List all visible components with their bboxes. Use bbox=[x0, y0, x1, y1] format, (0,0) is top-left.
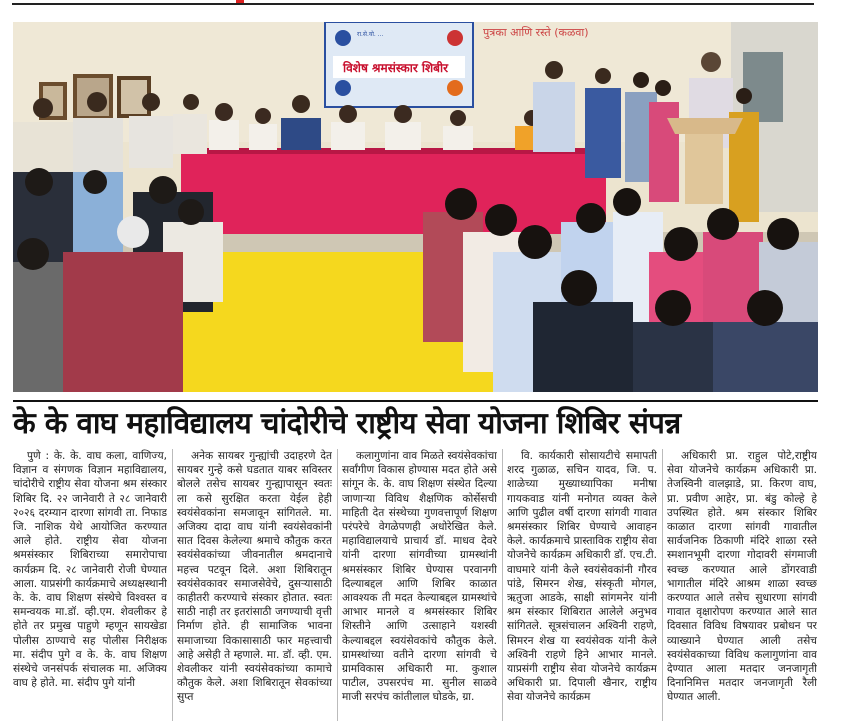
headline: के के वाघ महाविद्यालय चांदोरीचे राष्ट्रीय सेवा योजना शिबिर संपन्न bbox=[13, 400, 818, 444]
column-text: कलागुणांना वाव मिळते स्वयंसेवकांचा सर्वांगीण विकास होण्यास मदत होते असे सांगून के. के. वाघ शिक्षण संस्थेत दिल्या जाणाऱ्या विविध शैक्षणिक कोर्सेसची माहिती देत संस्थेच्या गुणवत्तापूर्ण शिक्षण परंपरेचे वेगळेपणही अधोरेखित केले. महाविद्यालयाचे प्राचार्य डॉ. माधव देवरे यांनी दारणा सांगवीच्या ग्रामस्थांनी श्रमसंस्कार शिबिर घेण्यास परवानगी दिल्याबद्दल आणि शिबिर काळात आवश्यक ती मदत केल्याबद्दल ग्रामस्थांचे आभार मानले व श्रमसंस्कार शिबिर शिस्तीने आणि उत्साहाने यशस्वी केल्याबद्दल स्वयंसेवकांचे कौतुक केले. ग्रामस्थांच्या वतीने दारणा सांगवी चे ग्रामविकास अधिकारी मा. कुशाल पाटील, उपसरपंच मा. सुनील साळवे माजी सरपंच कांतीलाल घोडके, ग्रा. bbox=[342, 450, 497, 704]
article-column-2 bbox=[177, 449, 332, 721]
top-rule bbox=[0, 0, 854, 8]
article-column-4 bbox=[507, 449, 657, 721]
column-text: अधिकारी प्रा. राहुल पोटे,राष्ट्रीय सेवा योजनेचे कार्यक्रम अधिकारी प्रा. तेजस्विनी वालझाडे, प्रा. किरण वाघ, प्रा. प्रवीण आहेर, प्रा. बंडु कोल्हे हे उपस्थित होते. श्रम संस्कार शिबिर काळात दारणा सांगवी गावातील सार्वजनिक ठिकाणी मंदिरे शाळा रस्ते स्मशानभूमी दारणा गोदावरी संगमाजी स्वच्छ करण्यात आले डोंगरवाडी भागातील मंदिरे आश्रम शाळा स्वच्छ करण्यात आले तसेच सुधारणा सांगवी गावात वृक्षारोपण करण्यात आले सात दिवसात विविध विषयावर प्रबोधन पर व्याख्याने घेण्यात आली तसेच स्वयंसेवकाच्या विविध कलागुणांना वाव देण्यात आला मतदार जनजागृती दिनानिमित्त मतदार जनजागृती रैली घेण्यात आली. bbox=[667, 450, 817, 704]
banner-title: विशेष श्रमसंस्कार शिबीर bbox=[343, 61, 449, 75]
wall-text: पुत्रका आणि रस्ते (कळवा) bbox=[483, 26, 589, 39]
article-column-3 bbox=[342, 449, 497, 721]
article-column-5 bbox=[667, 449, 817, 721]
event-banner bbox=[325, 22, 473, 107]
column-divider bbox=[502, 449, 503, 721]
event-photo bbox=[13, 22, 818, 392]
column-divider bbox=[662, 449, 663, 721]
column-text: अनेक सायबर गुन्ह्यांची उदाहरणे देत सायबर गुन्हे कसे घडतात याबर सविस्तर बोलले तसेच सायबर गुन्ह्यापासून स्वतः ला कसे सुरक्षित करता येईल हेही स्वयंसेवकांना समजावून सांगितले. मा. अजिक्य दादा वाघ यांनी स्वयंसेवकांनी सात दिवस केलेल्या श्रमाचे कौतुक करत स्वयंसेवकांच्या जीवनातील श्रमदानाचे महत्त्व पटवून दिले. अशा शिबिरातून स्वयंसेवकावर समाजसेवेचे, दुसऱ्यासाठी काहीतरी करण्याचे संस्कार होतात. स्वतः साठी नाही तर इतरांसाठी जगण्याची वृत्ती निर्माण होते. ही सामाजिक भावना समाजाच्या विकासासाठी फार महत्त्वाची आहे असेही ते म्हणाले. मा. डॉ. व्ही. एम. शेवलीकर यांनी स्वयंसेवकांच्या कामाचे कौतुक केले. अशा शिबिरातून सेवकांच्या सुप्त bbox=[177, 450, 332, 704]
banner-subtitle: रा.से.यो. ... bbox=[357, 31, 384, 38]
column-text: वि. कार्यकारी सोसायटीचे समापती शरद गुळाळ, सचिन यादव, जि. प. शाळेच्या मुख्याध्यापिका मनीषा गायकवाड यांनी मनोगत व्यक्त केले आणि पुढील वर्षी दारणा सांगवी गावात श्रमसंस्कार शिबिर घेण्याचे आवाहन केले. कार्यक्रमाचे प्रास्ताविक राष्ट्रीय सेवा योजनेचे कार्यक्रम अधिकारी डॉ. एच.टी. वाघमारे यांनी केले स्वयंसेवकांनी गौरव पांडे, सिमरन शेख, संस्कृती मोगल, ऋतुजा आडके, साक्षी सांगमनेर यांनी श्रम संस्कार शिबिरात आलेले अनुभव सांगितले. सूत्रसंचालन अश्विनी राहणे, सिमरन शेख या स्वयंसेवक यांनी केले अश्विनी राहणे हिने आभार मानले. याप्रसंगी राष्ट्रीय सेवा योजनेचे कार्यक्रम अधिकारी प्रा. दिपाली खैनार, राष्ट्रीय सेवा योजनेचे कार्यक्रम bbox=[507, 450, 657, 704]
column-text: पुणे : के. के. वाघ कला, वाणिज्य, विज्ञान व संगणक विज्ञान महाविद्यालय, चांदोरीचे राष्ट्रीय सेवा योजना श्रम संस्कार शिबिर दि. २२ जानेवारी ते २८ जानेवारी २०२६ दरम्यान दारणा सांगवी ता. निफाड जि. नाशिक येथे आयोजित करण्यात आले होते. राष्ट्रीय सेवा योजना श्रमसंस्कार शिबिराच्या समारोपाचा कार्यक्रम दि. २८ जानेवारी रोजी घेण्यात आला. याप्रसंगी कार्यक्रमाचे अध्यक्षस्थानी के. के. वाघ शिक्षण संस्थेचे विश्वस्त व समन्वयक मा.डॉ. व्ही.एम. शेवलीकर हे होते तर प्रमुख पाहुणे म्हणून सायखेडा पोलीस ठाण्याचे सह पोलीस निरीक्षक मा. संदीप पुगे व के. के. वाघ शिक्षण संस्थेचे जनसंपर्क संचालक मा. अजिक्य वाघ हे होते. मा. संदीप पुगे यांनी bbox=[13, 450, 167, 690]
column-divider bbox=[337, 449, 338, 721]
article-column-1 bbox=[13, 449, 167, 721]
column-divider bbox=[172, 449, 173, 721]
